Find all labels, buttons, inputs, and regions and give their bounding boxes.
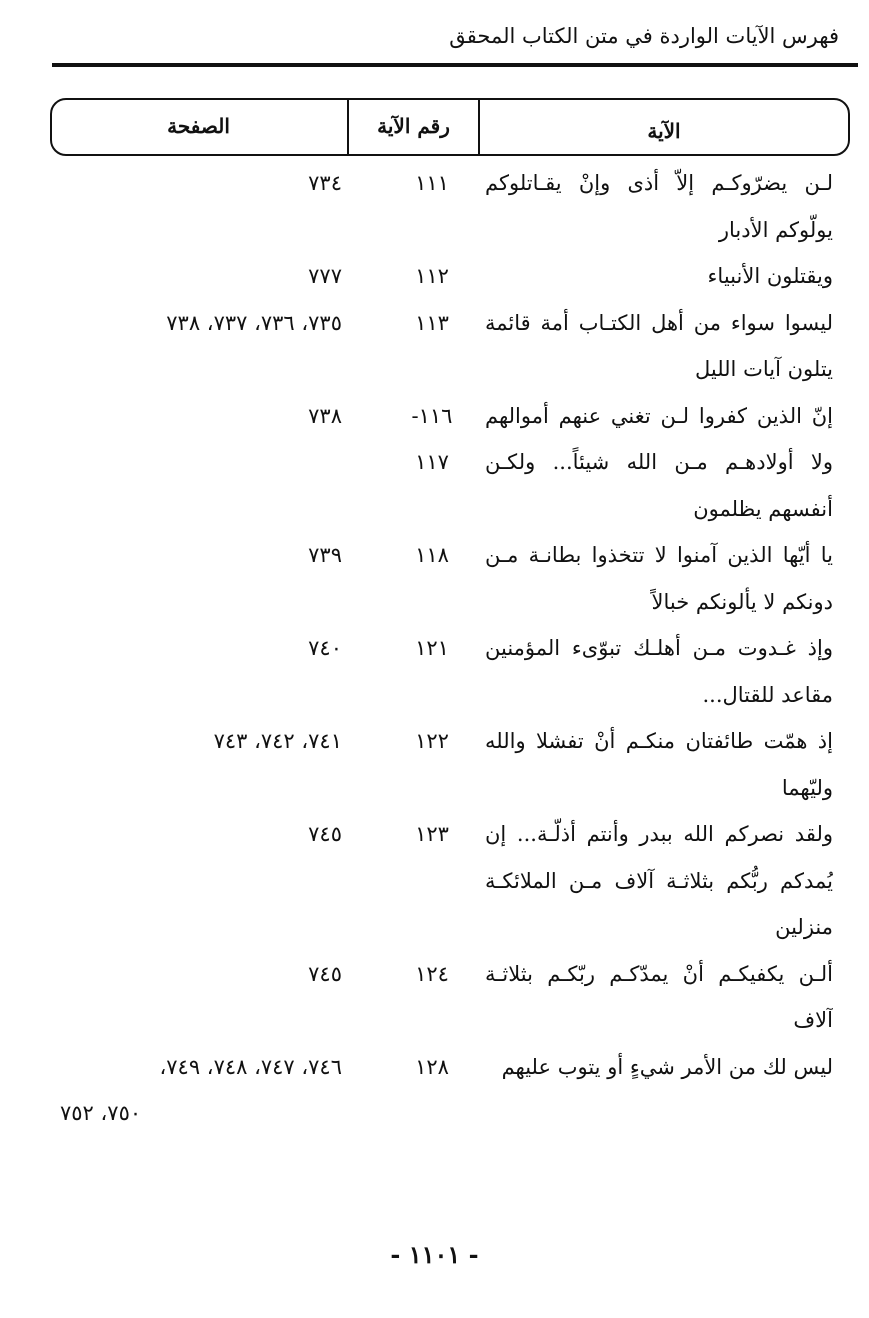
ayah-number: ١١١ xyxy=(415,171,449,195)
ayah-text: إنّ الذين كفروا لـن تغني عنهم أموالهم xyxy=(485,403,833,428)
ayah-text: أنفسهم يظلمون xyxy=(693,496,833,521)
table-header xyxy=(50,98,850,156)
ayah-text: يا أيّها الذين آمنوا لا تتخذوا بطانـة مـن xyxy=(485,543,833,567)
index-entry xyxy=(0,811,869,951)
ayah-text: ويقتلون الأنبياء xyxy=(707,264,833,288)
page-references xyxy=(60,1090,342,1137)
ayah-number: ١٢٤ xyxy=(415,961,449,986)
entry-line xyxy=(0,997,869,1044)
entry-line xyxy=(0,811,869,858)
entry-line xyxy=(0,253,869,300)
entry-line xyxy=(0,718,869,765)
index-entry xyxy=(0,625,869,718)
page-references xyxy=(60,253,342,300)
ayah-number: ١١٢ xyxy=(415,264,449,288)
entry-line xyxy=(0,160,869,207)
entry-line xyxy=(0,532,869,579)
ayah-number: ١١٣ xyxy=(415,310,449,335)
ayah-number: ١١٦- xyxy=(411,403,453,428)
column-header-ayah-number: رقم الآية xyxy=(347,100,480,154)
entry-line xyxy=(0,1044,869,1091)
column-header-ayah: الآية xyxy=(647,119,681,143)
index-entry xyxy=(0,532,869,625)
ayah-number: ١١٨ xyxy=(415,543,449,567)
page-reference-text: ٧٤٠ xyxy=(308,636,342,660)
page-reference-text: ٧٤٥ xyxy=(308,822,342,846)
index-entry xyxy=(0,393,869,533)
ayah-text: آلاف xyxy=(793,1008,833,1032)
entry-line xyxy=(0,625,869,672)
entry-line xyxy=(0,765,869,812)
page-references xyxy=(60,300,342,347)
page-references xyxy=(60,625,342,672)
ayah-text: ليسوا سواء من أهل الكتـاب أمة قائمة xyxy=(485,310,833,335)
entry-line xyxy=(0,207,869,254)
ayah-text: وإذ غـدوت مـن أهلـك تبوّىء المؤمنين xyxy=(485,636,833,660)
ayah-text: مقاعد للقتال... xyxy=(702,682,833,707)
entry-line xyxy=(0,1090,869,1137)
page-references xyxy=(60,393,342,440)
column-header-page: الصفحة xyxy=(167,114,230,138)
ayah-number: ١٢١ xyxy=(415,636,449,660)
ayah-number: ١٢٣ xyxy=(415,822,449,846)
entry-line xyxy=(0,300,869,347)
entry-line xyxy=(0,904,869,951)
ayah-text: يتلون آيات الليل xyxy=(694,357,833,381)
entry-line xyxy=(0,439,869,486)
page-number: - ١١٠١ - xyxy=(390,1240,479,1269)
index-table-body xyxy=(0,160,869,1137)
ayah-text: لـن يضرّوكـم إلاّ أذى وإنْ يقـاتلوكم xyxy=(485,171,833,195)
entry-line xyxy=(0,579,869,626)
page-reference-text: ٧٥٠، ٧٥٢ xyxy=(60,1101,142,1125)
page-reference-text: ٧٧٧ xyxy=(308,264,342,288)
entry-line xyxy=(0,951,869,998)
page-references xyxy=(60,951,342,998)
ayah-number: ١٢٢ xyxy=(415,729,449,753)
index-entry xyxy=(0,253,869,300)
header-rule xyxy=(52,63,858,67)
page-references xyxy=(60,718,342,765)
page-reference-text: ٧٣٩ xyxy=(308,543,342,567)
page-reference-text: ٧٣٨ xyxy=(308,403,342,428)
index-entry xyxy=(0,160,869,253)
ayah-text: منزلين xyxy=(775,915,833,939)
entry-line xyxy=(0,393,869,440)
page-references xyxy=(60,811,342,858)
ayah-number: ١٢٨ xyxy=(415,1054,449,1079)
entry-line xyxy=(0,858,869,905)
index-entry xyxy=(0,1044,869,1137)
page-references xyxy=(60,1044,342,1091)
index-entry xyxy=(0,718,869,811)
page-reference-text: ٧٣٥، ٧٣٦، ٧٣٧، ٧٣٨ xyxy=(166,310,342,335)
page-reference-text: ٧٤٥ xyxy=(308,961,342,986)
ayah-number-continued: ١١٧ xyxy=(415,450,449,474)
running-head: فهرس الآيات الواردة في متن الكتاب المحقق xyxy=(449,24,839,48)
ayah-text: ليس لك من الأمر شيءٍ أو يتوب عليهم xyxy=(501,1054,833,1079)
page-reference-text: ٧٤١، ٧٤٢، ٧٤٣ xyxy=(213,729,342,753)
entry-line xyxy=(0,486,869,533)
page-reference-text: ٧٣٤ xyxy=(308,171,342,195)
index-entry xyxy=(0,300,869,393)
ayah-text: يُمدكم ربُّكم بثلاثـة آلاف مـن الملائكـة xyxy=(485,868,833,893)
page-references xyxy=(60,160,342,207)
ayah-text: وليّهما xyxy=(781,775,833,800)
ayah-text: دونكم لا يألونكم خبالاً xyxy=(651,589,833,614)
index-entry xyxy=(0,951,869,1044)
page-references xyxy=(60,532,342,579)
entry-line xyxy=(0,672,869,719)
ayah-text: ولقد نصركم الله ببدر وأنتم أذلّـة... إن xyxy=(485,822,833,846)
ayah-text: ألـن يكفيكـم أنْ يمدّكـم ربّكـم بثلاثـة xyxy=(485,961,833,986)
ayah-text: ولا أولادهـم مـن الله شيئاً... ولكـن xyxy=(485,450,833,474)
entry-line xyxy=(0,346,869,393)
ayah-text: يولّوكم الأدبار xyxy=(718,217,833,242)
ayah-text: إذ همّت طائفتان منكـم أنْ تفشلا والله xyxy=(485,729,833,753)
page-reference-text: ٧٤٦، ٧٤٧، ٧٤٨، ٧٤٩، xyxy=(159,1054,342,1079)
